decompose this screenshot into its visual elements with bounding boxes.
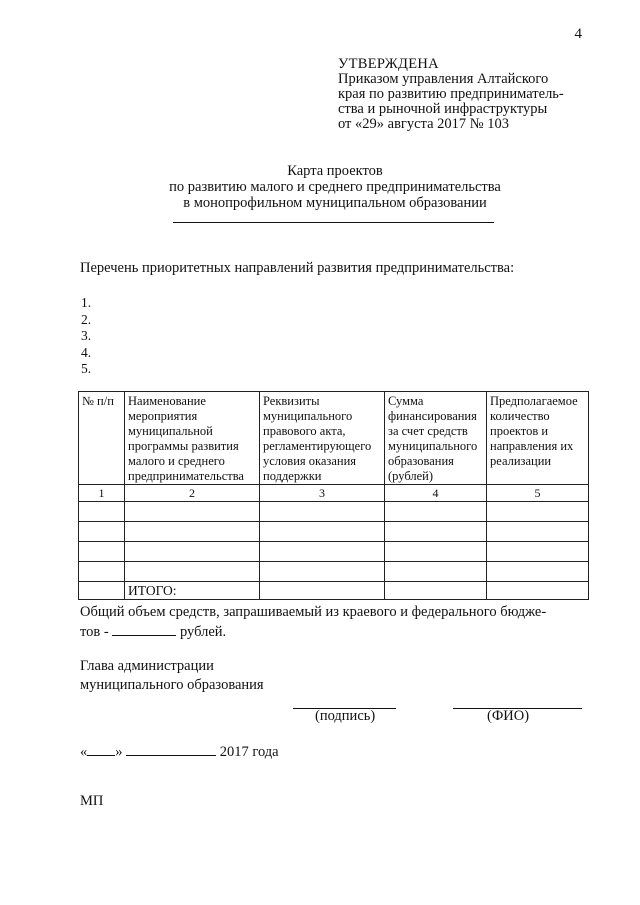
total-funds-line-1: Общий объем средств, запрашиваемый из краевого и федерального бюдже-: [80, 604, 547, 620]
total-funds-line-2: [80, 622, 580, 642]
document-title: [120, 163, 550, 211]
priority-item: 3.: [81, 328, 92, 343]
total-funds-suffix: рублей.: [179, 624, 227, 640]
date-year-text: 2017 года: [219, 744, 279, 760]
priority-item: 2.: [81, 311, 92, 327]
table-cell: [487, 522, 589, 542]
head-of-administration: [80, 657, 264, 695]
signature-caption: (подпись): [315, 708, 376, 724]
total-funds-prefix: тов -: [80, 624, 109, 640]
approval-line: ства и рыночной инфраструктуры: [338, 101, 548, 117]
table-cell: [79, 582, 125, 600]
header-event-name: Наименование мероприятия муниципальной программы развития малого и среднего предпринимательства: [125, 392, 260, 485]
column-number: 1: [79, 485, 125, 502]
column-number-row: [79, 485, 589, 502]
total-row: [79, 582, 589, 600]
table-cell: [385, 522, 487, 542]
table-cell: [125, 562, 260, 582]
column-number: 5: [487, 485, 589, 502]
table-cell: [260, 562, 385, 582]
funds-amount-blank: [112, 622, 176, 636]
table-cell: [79, 542, 125, 562]
total-label: ИТОГО:: [125, 582, 260, 600]
table-cell: [385, 542, 487, 562]
title-line-3: в монопрофильном муниципальном образовании: [183, 195, 487, 211]
table-cell: [260, 502, 385, 522]
month-blank: [126, 742, 216, 756]
table-cell: [125, 542, 260, 562]
page-number: 4: [574, 26, 582, 42]
projects-table: [78, 391, 589, 600]
date-line: [80, 742, 279, 761]
table-row: [79, 522, 589, 542]
header-funding-sum: Сумма финансирования за счет средств муниципального образования (рублей): [385, 392, 487, 485]
table-cell: [487, 562, 589, 582]
table-cell: [487, 582, 589, 600]
table-cell: [487, 502, 589, 522]
header-number: № п/п: [79, 392, 125, 485]
header-legal-act: Реквизиты муниципального правового акта, регламентирующего условия оказания поддержки: [260, 392, 385, 485]
table-row: [79, 562, 589, 582]
table-cell: [260, 542, 385, 562]
table-row: [79, 502, 589, 522]
table-cell: [79, 502, 125, 522]
table-cell: [260, 522, 385, 542]
approval-block: [338, 57, 564, 132]
head-title-line-2: муниципального образования: [80, 677, 264, 693]
table-cell: [385, 502, 487, 522]
priority-item: 1.: [81, 295, 92, 310]
priority-item: 5.: [81, 361, 92, 376]
title-line-2: по развитию малого и среднего предпринимательства: [169, 179, 501, 195]
head-title-line-1: Глава администрации: [80, 658, 214, 674]
column-number: 2: [125, 485, 260, 502]
priority-list: [81, 295, 91, 378]
full-name-caption: (ФИО): [487, 708, 530, 724]
table-header-row: [79, 392, 589, 485]
table-cell: [79, 562, 125, 582]
date-quote-open: «: [80, 744, 88, 760]
approval-line: края по развитию предприниматель-: [338, 86, 564, 102]
priority-item: 4.: [81, 344, 92, 360]
approval-line: Приказом управления Алтайского: [338, 71, 549, 87]
column-number: 4: [385, 485, 487, 502]
table-cell: [125, 502, 260, 522]
day-blank: [87, 742, 115, 756]
title-line-1: Карта проектов: [287, 163, 383, 179]
table-cell: [260, 582, 385, 600]
total-sum-cell: [385, 582, 487, 600]
municipality-name-line: [173, 222, 494, 223]
priorities-heading: Перечень приоритетных направлений развития предпринимательства:: [80, 260, 515, 276]
table-cell: [487, 542, 589, 562]
approval-heading: УТВЕРЖДЕНА: [338, 56, 439, 72]
table-cell: [125, 522, 260, 542]
table-cell: [79, 522, 125, 542]
table-cell: [385, 562, 487, 582]
date-quote-close: »: [115, 744, 123, 760]
table-row: [79, 542, 589, 562]
header-projects-count: Предполагаемое количество проектов и направления их реализации: [487, 392, 589, 485]
approval-line: от «29» августа 2017 № 103: [338, 116, 509, 132]
column-number: 3: [260, 485, 385, 502]
total-funds-paragraph: [80, 603, 580, 642]
stamp-place: МП: [80, 793, 104, 809]
